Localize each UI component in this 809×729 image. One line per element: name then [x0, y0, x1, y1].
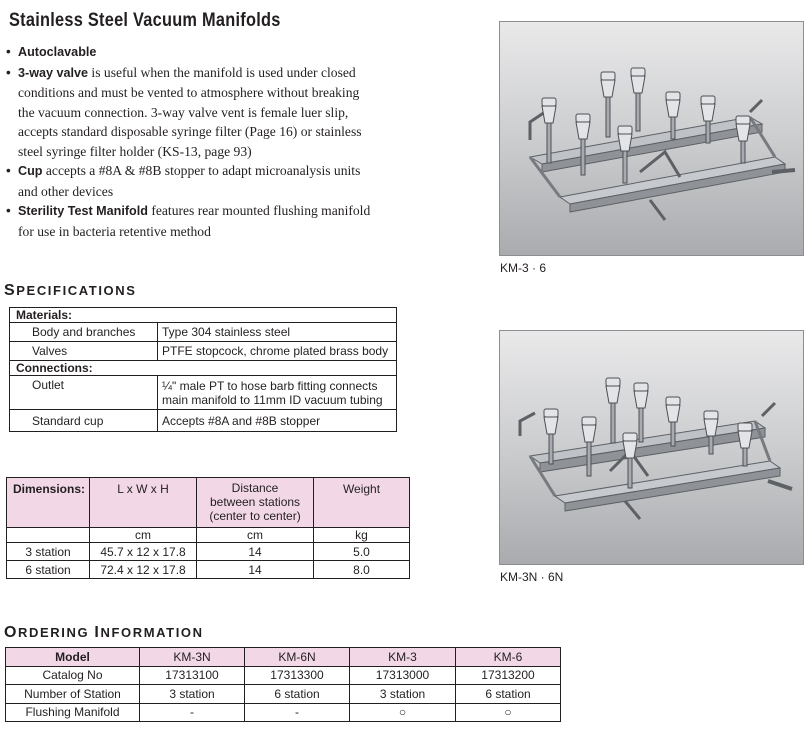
- table-cell: 45.7 x 12 x 17.8: [90, 543, 197, 561]
- table-cell: 14: [197, 561, 314, 579]
- unit-cell: cm: [197, 528, 314, 543]
- spec-row: [10, 342, 397, 361]
- spec-row: [10, 410, 397, 432]
- feature-text: accepts a #8A & #8B stopper to adapt microanalysis units and other devices: [18, 163, 361, 199]
- table-cell: 14: [197, 543, 314, 561]
- ordering-heading: [4, 624, 204, 642]
- manifold-illustration: [500, 331, 804, 565]
- table-cell: -: [140, 703, 245, 722]
- column-header: Distance between stations (center to center): [197, 478, 314, 528]
- feature-item: [5, 201, 377, 241]
- spec-key: Outlet: [10, 376, 158, 410]
- table-cell: 17313200: [456, 666, 561, 685]
- table-cell: 3 station: [7, 543, 90, 561]
- photo-caption: KM-3 · 6: [500, 261, 547, 275]
- table-cell: 17313300: [245, 666, 350, 685]
- bullet-icon: •: [6, 64, 11, 80]
- table-cell: 6 station: [245, 685, 350, 704]
- table-row: [7, 561, 410, 579]
- spec-group-row: [10, 308, 397, 323]
- feature-text: features rear mounted flushing manifold for use in bacteria retentive method: [18, 203, 371, 239]
- ordering-header-row: [6, 648, 561, 667]
- heading-initial: I: [94, 624, 101, 641]
- spec-value: Accepts #8A and #8B stopper: [158, 410, 397, 432]
- table-cell: 5.0: [314, 543, 410, 561]
- table-cell: ○: [350, 703, 456, 722]
- feature-text: is useful when the manifold is used under closed conditions and must be vented to atmosphere without breaking the vacuum connection. 3-way valve vent is female luer slip, accepts standard disposable syringe filter (Page 16) or stainless steel syringe filter holder (KS-13, page 93): [18, 64, 362, 159]
- table-cell: -: [245, 703, 350, 722]
- specifications-table: [9, 307, 397, 432]
- specifications-heading: [4, 282, 137, 300]
- table-cell: 72.4 x 12 x 17.8: [90, 561, 197, 579]
- table-row: [6, 703, 561, 722]
- table-cell: 8.0: [314, 561, 410, 579]
- column-header: Dimensions:: [7, 478, 90, 528]
- column-header: L x W x H: [90, 478, 197, 528]
- feature-name: Sterility Test Manifold: [18, 204, 148, 218]
- heading-rest: NFORMATION: [100, 625, 204, 640]
- heading-initial: S: [4, 282, 17, 299]
- manifold-illustration: [500, 22, 804, 256]
- feature-list: [5, 42, 377, 241]
- bullet-icon: •: [6, 44, 11, 59]
- ordering-table: [5, 647, 561, 722]
- column-header: KM-3N: [140, 648, 245, 667]
- feature-item: [5, 42, 377, 63]
- heading-rest: RDERING: [18, 625, 90, 640]
- table-row: [7, 543, 410, 561]
- table-cell: 3 station: [350, 685, 456, 704]
- table-cell: 6 station: [456, 685, 561, 704]
- spec-value: PTFE stopcock, chrome plated brass body: [158, 342, 397, 361]
- table-cell: 6 station: [7, 561, 90, 579]
- column-header: KM-3: [350, 648, 456, 667]
- dimensions-header-row: [7, 478, 410, 528]
- spec-group-row: [10, 361, 397, 376]
- table-row: [6, 685, 561, 704]
- table-row: [6, 666, 561, 685]
- product-photo-km-3n-6n: [499, 330, 804, 565]
- row-label: Number of Station: [6, 685, 140, 704]
- product-photo-km-3-6: [499, 21, 804, 256]
- feature-name: 3-way valve: [18, 65, 89, 80]
- column-header: Weight: [314, 478, 410, 528]
- feature-item: [5, 161, 377, 201]
- row-label: Flushing Manifold: [6, 703, 140, 722]
- table-cell: 3 station: [140, 685, 245, 704]
- table-cell: ○: [456, 703, 561, 722]
- row-label: Catalog No: [6, 666, 140, 685]
- dimensions-table: [6, 477, 410, 579]
- units-row: [7, 528, 410, 543]
- unit-cell: [7, 528, 90, 543]
- column-header: Model: [6, 648, 140, 667]
- spec-value: Type 304 stainless steel: [158, 323, 397, 342]
- table-cell: 17313100: [140, 666, 245, 685]
- heading-rest: PECIFICATIONS: [16, 283, 137, 298]
- column-header: KM-6: [456, 648, 561, 667]
- spec-row: [10, 323, 397, 342]
- unit-cell: kg: [314, 528, 410, 543]
- spec-row: [10, 376, 397, 410]
- spec-group-label: Connections:: [10, 361, 397, 376]
- spec-key: Standard cup: [10, 410, 158, 432]
- photo-caption: KM-3N · 6N: [500, 570, 564, 584]
- page-title: Stainless Steel Vacuum Manifolds: [9, 10, 281, 31]
- spec-key: Valves: [10, 342, 158, 361]
- spec-value: ¼" male PT to hose barb fitting connects main manifold to 11mm ID vacuum tubing: [158, 376, 397, 410]
- spec-key: Body and branches: [10, 323, 158, 342]
- feature-name: Autoclavable: [18, 45, 97, 59]
- feature-item: [5, 63, 377, 162]
- spec-group-label: Materials:: [10, 308, 397, 323]
- table-cell: 17313000: [350, 666, 456, 685]
- heading-initial: O: [4, 624, 19, 641]
- bullet-icon: •: [6, 203, 11, 218]
- unit-cell: cm: [90, 528, 197, 543]
- bullet-icon: •: [6, 163, 11, 178]
- feature-name: Cup: [18, 164, 43, 178]
- column-header: KM-6N: [245, 648, 350, 667]
